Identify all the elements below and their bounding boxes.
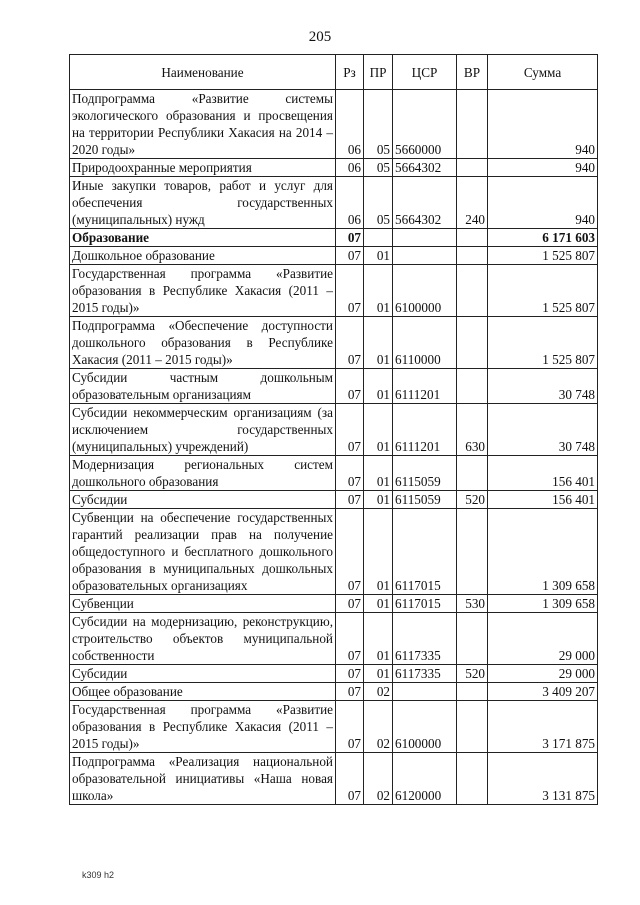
cell-name: Субвенции [70, 595, 336, 613]
cell-vr [457, 317, 488, 369]
cell-pr: 02 [364, 701, 393, 753]
cell-rz: 06 [336, 159, 364, 177]
cell-rz: 07 [336, 404, 364, 456]
table-row [70, 90, 598, 159]
header-sum: Сумма [488, 55, 598, 90]
cell-rz: 07 [336, 247, 364, 265]
cell-pr: 01 [364, 404, 393, 456]
cell-csr: 6117335 [393, 613, 457, 665]
cell-rz: 06 [336, 177, 364, 229]
cell-pr [364, 229, 393, 247]
cell-pr: 05 [364, 90, 393, 159]
cell-csr: 6111201 [393, 404, 457, 456]
cell-name: Подпрограмма «Развитие системы экологического образования и просвещения на территории Республики Хакасия на 2014 – 2020 годы» [70, 90, 336, 159]
table-row [70, 665, 598, 683]
cell-sum: 156 401 [488, 491, 598, 509]
cell-pr: 01 [364, 456, 393, 491]
cell-vr: 530 [457, 595, 488, 613]
cell-pr: 05 [364, 177, 393, 229]
cell-sum: 156 401 [488, 456, 598, 491]
table-body [70, 90, 598, 805]
cell-csr: 6100000 [393, 265, 457, 317]
cell-vr [457, 265, 488, 317]
cell-vr [457, 159, 488, 177]
table-row [70, 369, 598, 404]
cell-sum: 30 748 [488, 404, 598, 456]
header-pr: ПР [364, 55, 393, 90]
cell-name: Подпрограмма «Реализация национальной образовательной инициативы «Наша новая школа» [70, 753, 336, 805]
cell-sum: 1 525 807 [488, 247, 598, 265]
cell-name: Субсидии некоммерческим организациям (за исключением государственных (муниципальных) учреждений) [70, 404, 336, 456]
cell-name: Государственная программа «Развитие образования в Республике Хакасия (2011 – 2015 годы)» [70, 701, 336, 753]
cell-rz: 07 [336, 229, 364, 247]
cell-name: Субвенции на обеспечение государственных гарантий реализации прав на получение общедоступного и бесплатного дошкольного образования в муниципальных дошкольных образовательных организациях [70, 509, 336, 595]
cell-name: Субсидии на модернизацию, реконструкцию, строительство объектов муниципальной собственности [70, 613, 336, 665]
cell-pr: 01 [364, 665, 393, 683]
cell-csr: 5660000 [393, 90, 457, 159]
cell-name: Субсидии [70, 665, 336, 683]
table-row [70, 595, 598, 613]
cell-rz: 07 [336, 701, 364, 753]
budget-table [69, 54, 598, 805]
cell-vr: 520 [457, 665, 488, 683]
table-header-row [70, 55, 598, 90]
table-row [70, 683, 598, 701]
cell-pr: 01 [364, 317, 393, 369]
table-row [70, 404, 598, 456]
header-csr: ЦСР [393, 55, 457, 90]
cell-csr: 6115059 [393, 491, 457, 509]
cell-rz: 07 [336, 456, 364, 491]
table-row [70, 753, 598, 805]
cell-sum: 1 309 658 [488, 595, 598, 613]
cell-name: Субсидии [70, 491, 336, 509]
cell-rz: 07 [336, 369, 364, 404]
cell-name: Образование [70, 229, 336, 247]
table-row [70, 317, 598, 369]
cell-rz: 07 [336, 683, 364, 701]
header-name: Наименование [70, 55, 336, 90]
cell-vr [457, 701, 488, 753]
cell-csr: 6100000 [393, 701, 457, 753]
table-row [70, 491, 598, 509]
cell-vr [457, 456, 488, 491]
cell-csr: 6117015 [393, 595, 457, 613]
cell-rz: 07 [336, 509, 364, 595]
cell-sum: 3 409 207 [488, 683, 598, 701]
cell-sum: 3 131 875 [488, 753, 598, 805]
cell-rz: 06 [336, 90, 364, 159]
cell-rz: 07 [336, 265, 364, 317]
cell-pr: 02 [364, 683, 393, 701]
table-row [70, 265, 598, 317]
cell-rz: 07 [336, 613, 364, 665]
cell-vr [457, 683, 488, 701]
cell-sum: 940 [488, 90, 598, 159]
cell-sum: 940 [488, 177, 598, 229]
cell-sum: 6 171 603 [488, 229, 598, 247]
cell-sum: 940 [488, 159, 598, 177]
cell-name: Модернизация региональных систем дошкольного образования [70, 456, 336, 491]
cell-vr [457, 613, 488, 665]
cell-csr: 6111201 [393, 369, 457, 404]
cell-pr: 01 [364, 491, 393, 509]
cell-sum: 29 000 [488, 665, 598, 683]
cell-pr: 01 [364, 369, 393, 404]
table-row [70, 229, 598, 247]
cell-sum: 29 000 [488, 613, 598, 665]
cell-pr: 01 [364, 247, 393, 265]
table-row [70, 509, 598, 595]
table-row [70, 159, 598, 177]
cell-pr: 01 [364, 613, 393, 665]
cell-vr [457, 247, 488, 265]
cell-csr [393, 229, 457, 247]
cell-csr [393, 683, 457, 701]
cell-vr [457, 753, 488, 805]
table-row [70, 247, 598, 265]
page-number: 205 [308, 29, 332, 45]
cell-vr [457, 90, 488, 159]
cell-csr: 6120000 [393, 753, 457, 805]
cell-sum: 1 525 807 [488, 317, 598, 369]
cell-rz: 07 [336, 491, 364, 509]
cell-name: Общее образование [70, 683, 336, 701]
cell-name: Подпрограмма «Обеспечение доступности дошкольного образования в Республике Хакасия (2011 – 2015 годы)» [70, 317, 336, 369]
table-row [70, 177, 598, 229]
cell-vr: 520 [457, 491, 488, 509]
table-row [70, 456, 598, 491]
cell-name: Государственная программа «Развитие образования в Республике Хакасия (2011 – 2015 годы)» [70, 265, 336, 317]
table-row [70, 613, 598, 665]
cell-pr: 02 [364, 753, 393, 805]
cell-name: Субсидии частным дошкольным образовательным организациям [70, 369, 336, 404]
footer-code: k309 h2 [82, 870, 115, 880]
cell-csr: 6110000 [393, 317, 457, 369]
header-vr: ВР [457, 55, 488, 90]
table-row [70, 701, 598, 753]
cell-sum: 1 309 658 [488, 509, 598, 595]
cell-pr: 01 [364, 595, 393, 613]
cell-pr: 01 [364, 509, 393, 595]
header-rz: Рз [336, 55, 364, 90]
cell-vr: 630 [457, 404, 488, 456]
cell-name: Дошкольное образование [70, 247, 336, 265]
cell-csr: 5664302 [393, 177, 457, 229]
cell-rz: 07 [336, 665, 364, 683]
cell-rz: 07 [336, 753, 364, 805]
cell-sum: 30 748 [488, 369, 598, 404]
cell-pr: 05 [364, 159, 393, 177]
cell-vr [457, 229, 488, 247]
cell-csr: 6117015 [393, 509, 457, 595]
cell-csr: 6117335 [393, 665, 457, 683]
cell-csr [393, 247, 457, 265]
cell-vr: 240 [457, 177, 488, 229]
cell-vr [457, 369, 488, 404]
cell-sum: 3 171 875 [488, 701, 598, 753]
cell-name: Иные закупки товаров, работ и услуг для обеспечения государственных (муниципальных) нужд [70, 177, 336, 229]
cell-pr: 01 [364, 265, 393, 317]
cell-rz: 07 [336, 595, 364, 613]
cell-csr: 6115059 [393, 456, 457, 491]
cell-sum: 1 525 807 [488, 265, 598, 317]
cell-vr [457, 509, 488, 595]
cell-csr: 5664302 [393, 159, 457, 177]
cell-name: Природоохранные мероприятия [70, 159, 336, 177]
cell-rz: 07 [336, 317, 364, 369]
